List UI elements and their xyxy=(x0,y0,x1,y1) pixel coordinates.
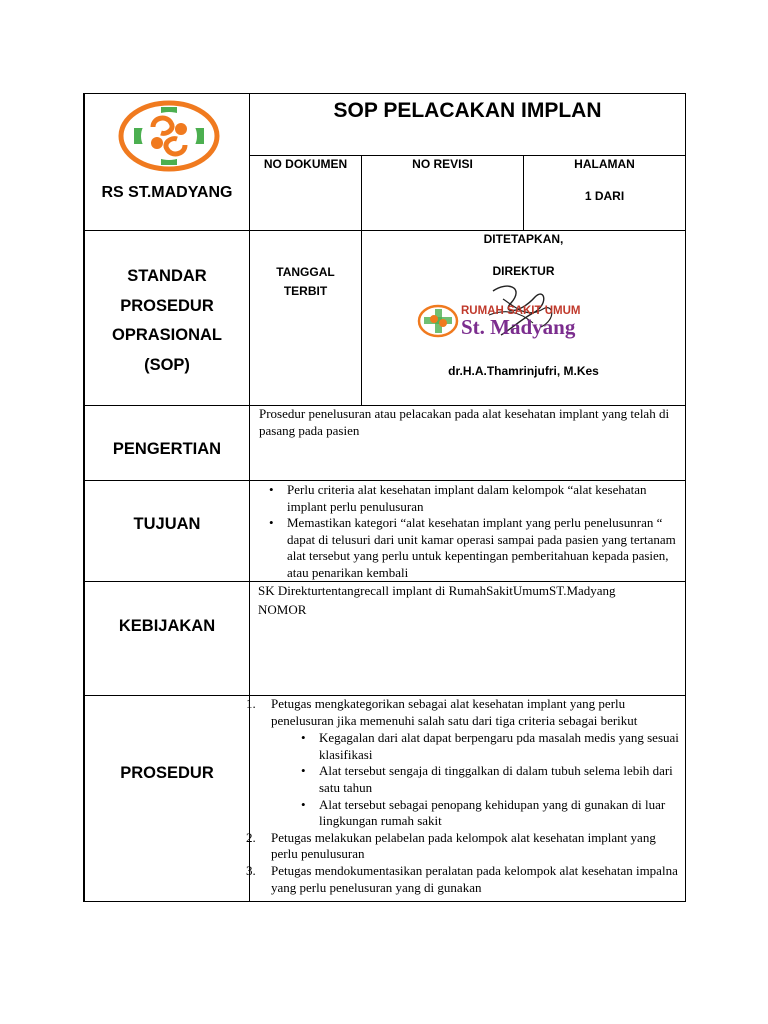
column-divider xyxy=(249,93,250,902)
step-number: 1. xyxy=(246,696,256,711)
step-number: 2. xyxy=(246,829,256,845)
row-divider xyxy=(83,230,685,231)
list-item: • Memastikan kategori “alat kesehatan implant yang perlu penelusunran “ dapat di telusuri dari unit kamar operasi sampai pada pasien yang tertanam alat tersebut yang perlu untuk kepentingan pemberitahuan kepada pasien, atau penarikan kembali xyxy=(259,515,679,581)
sop-label-line: STANDAR xyxy=(127,267,207,285)
page-title: SOP PELACAKAN IMPLAN xyxy=(333,99,602,122)
row-divider xyxy=(83,480,685,481)
section-label-tujuan: TUJUAN xyxy=(133,515,201,533)
no-dokumen-label: NO DOKUMEN xyxy=(263,157,348,171)
ditetapkan-label: DITETAPKAN, xyxy=(483,232,564,246)
list-item xyxy=(246,862,681,896)
no-revisi-label: NO REVISI xyxy=(412,157,473,171)
step-number: 3. xyxy=(246,862,256,878)
step-text: Petugas melakukan pelabelan pada kelompok alat kesehatan implant yang perlu penulusuran xyxy=(271,829,656,862)
list-item xyxy=(246,829,681,863)
tujuan-list xyxy=(259,482,679,581)
sop-label xyxy=(85,262,249,380)
logo-cell xyxy=(85,93,249,230)
signatory-name: dr.H.A.Thamrinjufri, M.Kes xyxy=(448,364,599,378)
pengertian-text: Prosedur penelusuran atau pelacakan pada alat kesehatan implant yang telah di pasang pada pasien xyxy=(259,406,670,438)
step-text: Petugas mengkategorikan sebagai alat kesehatan implant yang perlu penelusuran jika memenuhi salah satu dari tiga criteria sebagai berikut xyxy=(271,696,638,728)
sop-label-line: OPRASIONAL xyxy=(111,326,222,344)
halaman-label: HALAMAN xyxy=(574,157,635,171)
tanggal-terbit-line: TANGGAL xyxy=(276,265,335,279)
kebijakan-line: NOMOR xyxy=(258,601,307,617)
sop-document xyxy=(83,93,685,902)
kebijakan-line: SK Direkturtentangrecall implant di RumahSakitUmumST.Madyang xyxy=(258,583,616,598)
direktur-label: DIREKTUR xyxy=(492,264,555,278)
hospital-logo-icon xyxy=(117,99,221,173)
tanggal-terbit-label xyxy=(250,263,361,301)
list-item: • Kegagalan dari alat dapat berpengaru pda masalah medis yang sesuai klasifikasi xyxy=(271,730,681,763)
list-item: • Alat tersebut sebagai penopang kehidupan yang di gunakan di luar lingkungan rumah sakit xyxy=(271,797,681,830)
tanggal-terbit-line: TERBIT xyxy=(283,284,328,298)
prosedur-list xyxy=(246,696,681,896)
sop-label-line: PROSEDUR xyxy=(120,296,214,315)
row-divider xyxy=(249,155,685,156)
kebijakan-text xyxy=(258,583,683,618)
list-item xyxy=(246,696,681,830)
stamp-text-line2: St. Madyang xyxy=(461,315,576,339)
hospital-name: RS ST.MADYANG xyxy=(101,184,233,201)
column-divider xyxy=(361,231,362,405)
row-divider xyxy=(83,581,685,582)
section-label-prosedur: PROSEDUR xyxy=(120,764,214,782)
list-item: • Alat tersebut sengaja di tinggalkan di dalam tubuh selema lebih dari satu tahun xyxy=(271,763,681,796)
halaman-value: 1 DARI xyxy=(584,189,625,203)
section-label-pengertian: PENGERTIAN xyxy=(112,440,222,458)
list-item: • Perlu criteria alat kesehatan implant dalam kelompok “alat kesehatan implant perlu penulusuran xyxy=(259,482,679,515)
step-text: Petugas mendokumentasikan peralatan pada kelompok alat kesehatan impalna yang perlu penelusuran yang di gunakan xyxy=(271,862,678,895)
stamp-area xyxy=(415,279,585,353)
stamp-text-line1: RUMAH SAKIT UMUM xyxy=(461,305,581,317)
section-label-kebijakan: KEBIJAKAN xyxy=(118,617,216,635)
sop-label-line: (SOP) xyxy=(144,355,190,374)
